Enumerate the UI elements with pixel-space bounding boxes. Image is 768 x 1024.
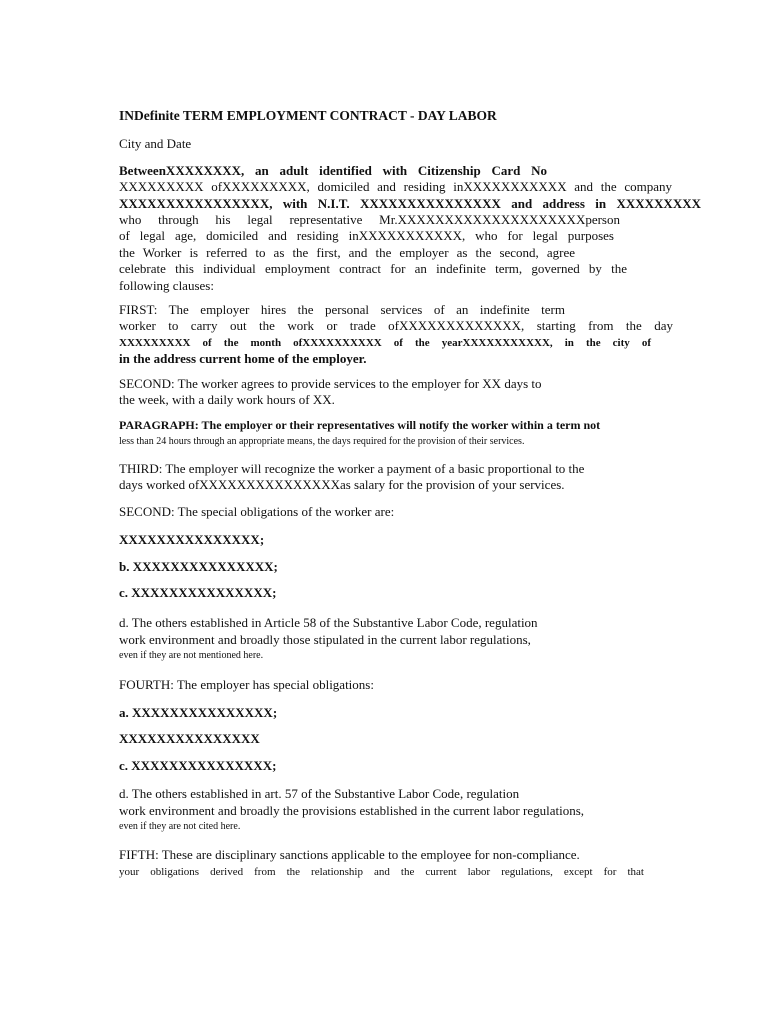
- obligation-item: XXXXXXXXXXXXXXX;: [119, 532, 265, 548]
- worker-obligations-heading: SECOND: The special obligations of the worker are:: [119, 503, 395, 519]
- worker-obligation-d: [119, 615, 701, 664]
- employer-obligation-d: [119, 786, 701, 835]
- clause-third: [119, 461, 701, 494]
- document-title: INDefinite TERM EMPLOYMENT CONTRACT - DAY LABOR: [119, 108, 497, 123]
- contract-body: [119, 108, 701, 880]
- employer-obligations-heading: FOURTH: The employer has special obligations:: [119, 676, 374, 692]
- clause-line: less than 24 hours through an appropriate means, the days required for the provision of their services.: [119, 435, 525, 447]
- obligation-item: XXXXXXXXXXXXXXX: [119, 731, 260, 747]
- clause-line: work environment and broadly the provisions established in the current labor regulations,: [119, 802, 584, 818]
- obligation-item: c. XXXXXXXXXXXXXXX;: [119, 584, 277, 600]
- intro-line: XXXXXXXXXXXXXXXX, with N.I.T. XXXXXXXXXXXXXXX and address in XXXXXXXXX: [119, 195, 701, 211]
- intro-line: XXXXXXXXX ofXXXXXXXXX, domiciled and residing inXXXXXXXXXXX and the company: [119, 179, 672, 195]
- obligation-item: a. XXXXXXXXXXXXXXX;: [119, 704, 278, 720]
- clause-paragraph: [119, 417, 701, 451]
- intro-line: BetweenXXXXXXXX, an adult identified with Citizenship Card No: [119, 162, 547, 178]
- intro-line: celebrate this individual employment contract for an indefinite term, governed by the: [119, 261, 627, 277]
- intro-line: who through his legal representative Mr.XXXXXXXXXXXXXXXXXXXXperson: [119, 212, 620, 228]
- clause-line: XXXXXXXXX of the month ofXXXXXXXXXX of the yearXXXXXXXXXXX, in the city of: [119, 336, 651, 349]
- clause-line: PARAGRAPH: The employer or their representatives will notify the worker within a term not: [119, 417, 601, 432]
- clause-line: your obligations derived from the relationship and the current labor regulations, except for that: [119, 865, 644, 878]
- clause-line: d. The others established in art. 57 of the Substantive Labor Code, regulation: [119, 786, 520, 802]
- clause-line: FIFTH: These are disciplinary sanctions applicable to the employee for non-compliance.: [119, 847, 580, 863]
- intro-line: the Worker is referred to as the first, and the employer as the second, agree: [119, 244, 575, 260]
- clause-line: SECOND: The worker agrees to provide services to the employer for XX days to: [119, 375, 542, 391]
- clause-line: even if they are not mentioned here.: [119, 650, 264, 662]
- intro-line: of legal age, domiciled and residing inXXXXXXXXXXX, who for legal purposes: [119, 228, 614, 244]
- clause-line: d. The others established in Article 58 of the Substantive Labor Code, regulation: [119, 615, 538, 631]
- city-date-line: City and Date: [119, 136, 192, 152]
- clause-line: in the address current home of the employer.: [119, 351, 367, 367]
- clause-line: FIRST: The employer hires the personal services of an indefinite term: [119, 302, 565, 318]
- clause-first: [119, 302, 701, 368]
- obligation-item: b. XXXXXXXXXXXXXXX;: [119, 558, 278, 574]
- intro-paragraph: [119, 163, 701, 294]
- intro-line: following clauses:: [119, 277, 214, 293]
- clause-line: worker to carry out the work or trade ofXXXXXXXXXXXXX, starting from the day: [119, 318, 673, 334]
- clause-line: the week, with a daily work hours of XX.: [119, 392, 335, 408]
- obligation-item: c. XXXXXXXXXXXXXXX;: [119, 757, 277, 773]
- clause-line: days worked ofXXXXXXXXXXXXXXXas salary for the provision of your services.: [119, 477, 565, 493]
- clause-line: even if they are not cited here.: [119, 821, 241, 832]
- clause-second: [119, 376, 701, 409]
- clause-fifth: [119, 847, 701, 880]
- clause-line: work environment and broadly those stipulated in the current labor regulations,: [119, 631, 531, 647]
- clause-line: THIRD: The employer will recognize the worker a payment of a basic proportional to the: [119, 460, 585, 476]
